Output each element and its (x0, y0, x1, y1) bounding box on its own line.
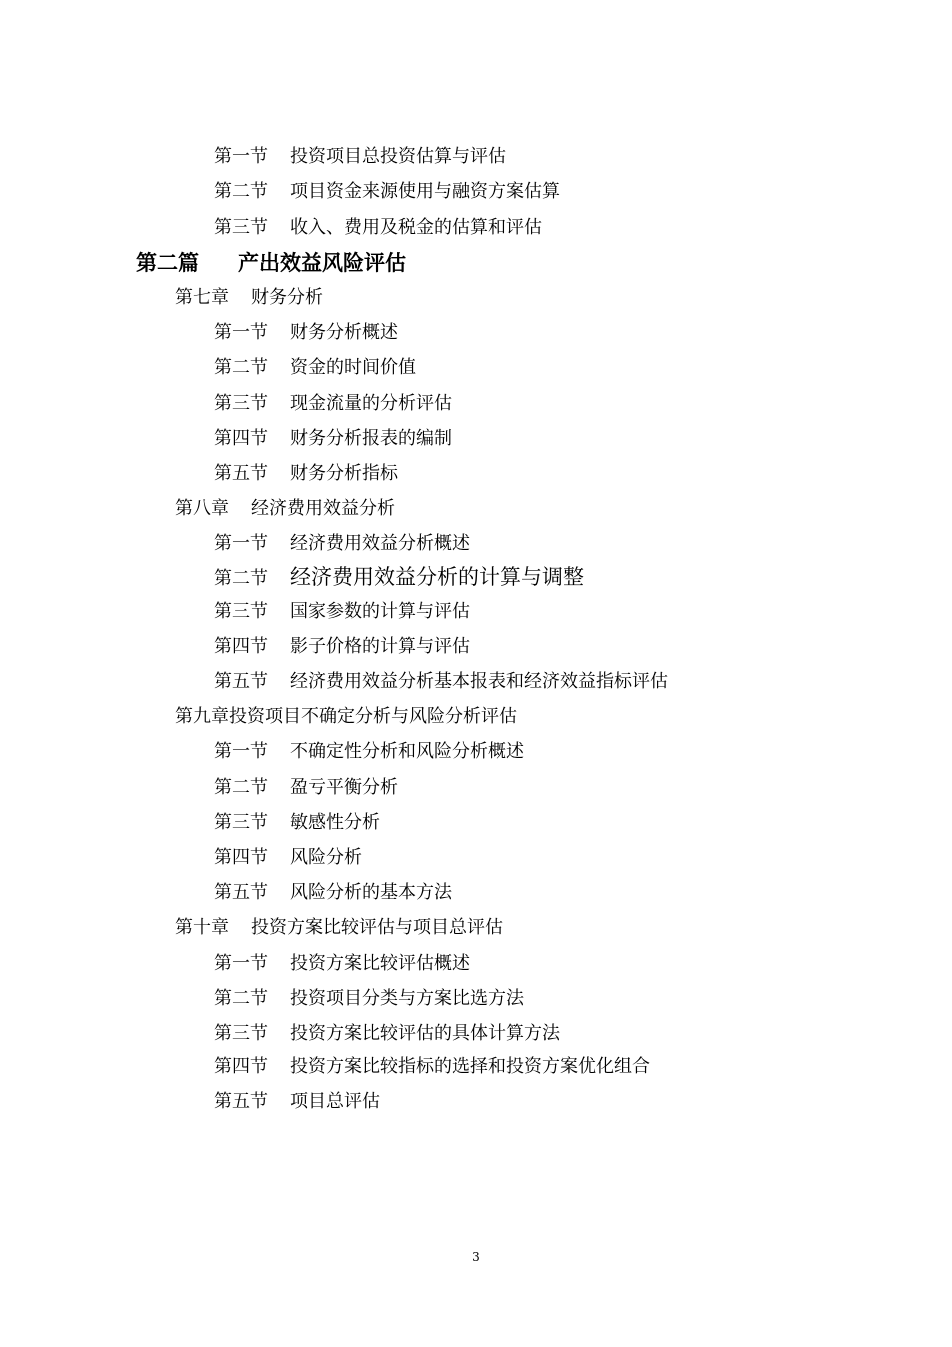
toc-section: 第五节 经济费用效益分析基本报表和经济效益指标评估 (214, 671, 668, 692)
toc-section: 第三节 收入、费用及税金的估算和评估 (214, 217, 542, 238)
toc-section: 第四节 投资方案比较指标的选择和投资方案优化组合 (214, 1056, 650, 1077)
toc-section: 第五节 项目总评估 (214, 1091, 380, 1112)
toc-part-heading: 第二篇 产出效益风险评估 (136, 251, 406, 275)
toc-section: 第五节 风险分析的基本方法 (214, 882, 452, 903)
toc-section: 第一节 经济费用效益分析概述 (214, 533, 470, 554)
toc-section: 第一节 投资方案比较评估概述 (214, 953, 470, 974)
toc-chapter: 第十章 投资方案比较评估与项目总评估 (175, 917, 503, 938)
toc-section: 第二节 项目资金来源使用与融资方案估算 (214, 181, 560, 202)
toc-section: 第二节 资金的时间价值 (214, 357, 416, 378)
toc-section: 第一节 投资项目总投资估算与评估 (214, 146, 506, 167)
toc-section: 第一节 财务分析概述 (214, 322, 398, 343)
toc-chapter: 第七章 财务分析 (175, 287, 323, 308)
toc-chapter: 第八章 经济费用效益分析 (175, 498, 395, 519)
toc-section: 第五节 财务分析指标 (214, 463, 398, 484)
toc-section: 第一节 不确定性分析和风险分析概述 (214, 741, 524, 762)
toc-section: 第四节 财务分析报表的编制 (214, 428, 452, 449)
toc-section: 第三节 敏感性分析 (214, 812, 380, 833)
toc-section: 第三节 国家参数的计算与评估 (214, 601, 470, 622)
toc-section: 第二节 盈亏平衡分析 (214, 777, 398, 798)
toc-section: 第二节 投资项目分类与方案比选方法 (214, 988, 524, 1009)
toc-section: 第三节 现金流量的分析评估 (214, 393, 452, 414)
toc-section: 第二节 经济费用效益分析的计算与调整 (214, 565, 584, 589)
toc-section: 第三节 投资方案比较评估的具体计算方法 (214, 1023, 560, 1044)
page-number: 3 (472, 1250, 480, 1264)
toc-section: 第四节 影子价格的计算与评估 (214, 636, 470, 657)
toc-chapter: 第九章投资项目不确定分析与风险分析评估 (175, 706, 517, 727)
toc-section: 第四节 风险分析 (214, 847, 362, 868)
